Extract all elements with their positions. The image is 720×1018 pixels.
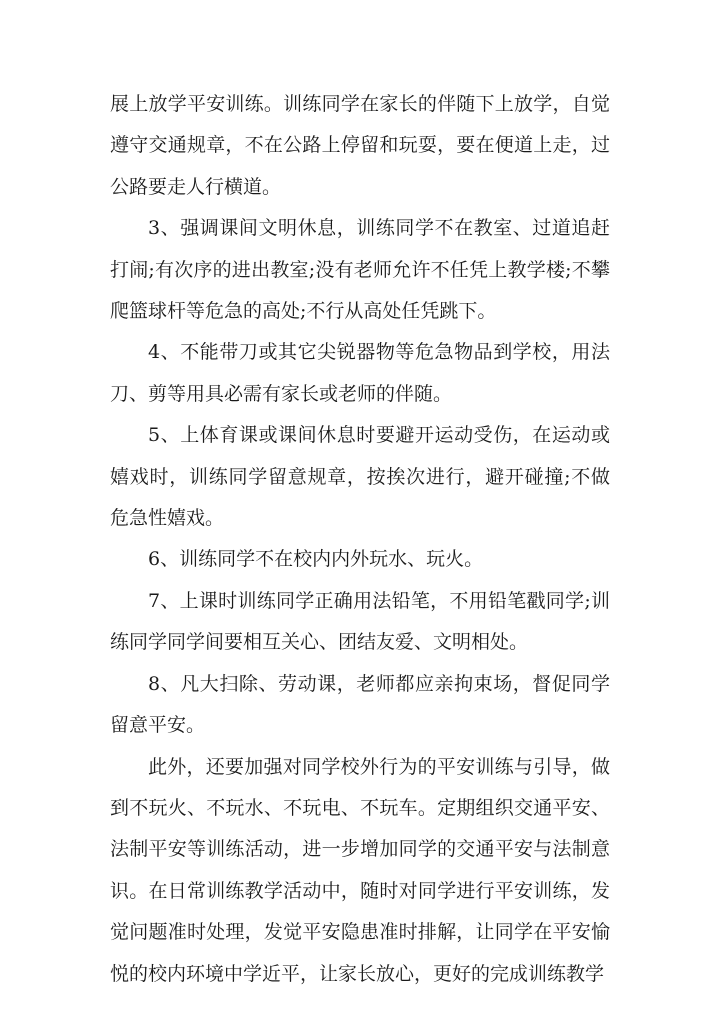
paragraph-summary: 此外，还要加强对同学校外行为的平安训练与引导，做到不玩火、不玩水、不玩电、不玩车。定期组织交通平安、法制平安等训练活动，进一步增加同学的交通平安与法制意识。在日常训练教学活动中，随时对同学进行平安训练，发觉问题准时处理，发觉平安隐患准时排解，让同学在平安愉悦的校内环境中学近平，让家长放心，更好的完成训练教学: [110, 755, 610, 985]
paragraph-continuation: 展上放学平安训练。训练同学在家长的伴随下上放学，自觉遵守交通规章，不在公路上停留和玩耍，要在便道上走，过公路要走人行横道。: [110, 93, 610, 198]
paragraph-item-3: 3、强调课间文明休息，训练同学不在教室、过道追赶打闹;有次序的进出教室;没有老师允许不任凭上教学楼;不攀爬篮球杆等危急的高处;不行从高处任凭跳下。: [110, 217, 610, 323]
document-body: [110, 84, 610, 995]
paragraph-item-7: 7、上课时训练同学正确用法铅笔，不用铅笔戳同学;训练同学同学间要相互关心、团结友爱、文明相处。: [110, 589, 610, 654]
paragraph-item-4: 4、不能带刀或其它尖锐器物等危急物品到学校，用法刀、剪等用具必需有家长或老师的伴随。: [110, 341, 610, 405]
paragraph-item-6: 6、训练同学不在校内内外玩水、玩火。: [148, 548, 484, 571]
paragraph-item-5: 5、上体育课或课间休息时要避开运动受伤，在运动或嬉戏时，训练同学留意规章，按挨次进行，避开碰撞;不做危急性嬉戏。: [110, 424, 610, 530]
paragraph-item-8: 8、凡大扫除、劳动课，老师都应亲拘束场，督促同学留意平安。: [110, 672, 610, 737]
